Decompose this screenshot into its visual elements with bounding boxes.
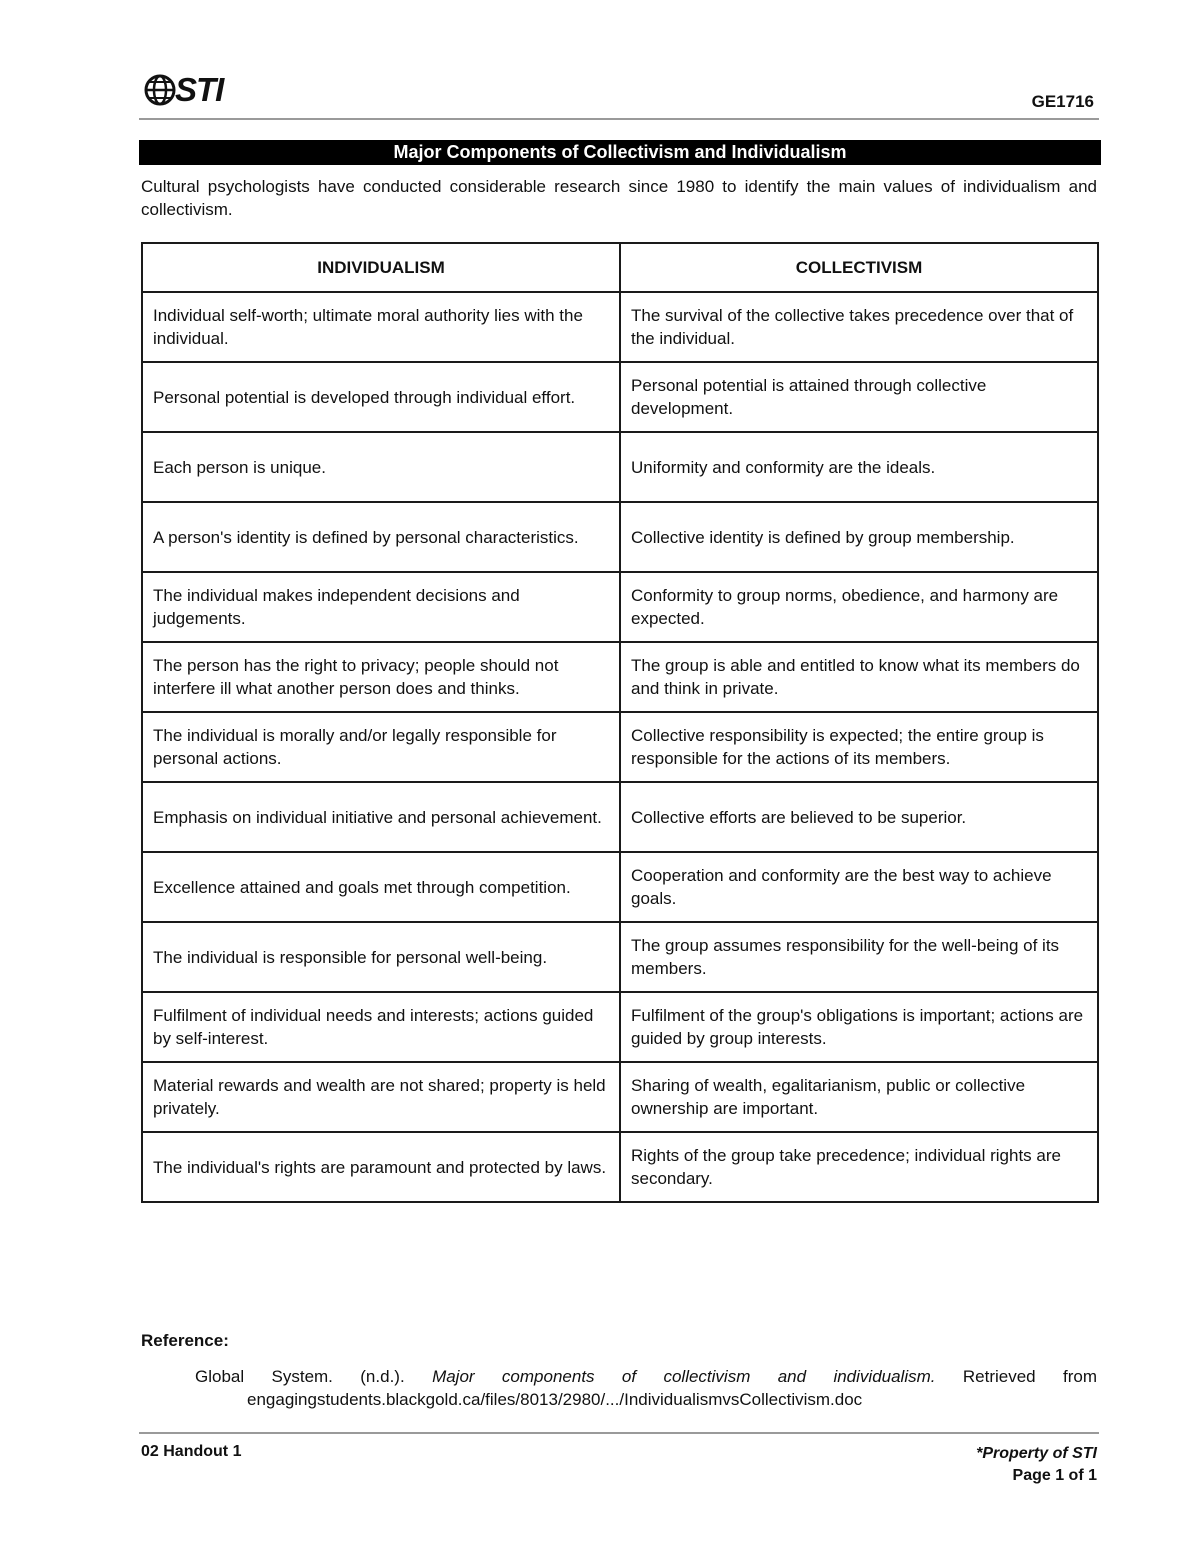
reference-title: Major components of collectivism and individualism. bbox=[432, 1367, 936, 1386]
individualism-cell: Personal potential is developed through individual effort. bbox=[142, 362, 620, 432]
logo-text: STI bbox=[175, 71, 224, 108]
collectivism-cell: Collective efforts are believed to be superior. bbox=[620, 782, 1098, 852]
individualism-cell: The individual is responsible for personal well-being. bbox=[142, 922, 620, 992]
property-label: *Property of STI bbox=[976, 1445, 1097, 1462]
sti-logo bbox=[143, 72, 223, 108]
individualism-cell: The person has the right to privacy; people should not interfere ill what another person does and thinks. bbox=[142, 642, 620, 712]
table-row bbox=[142, 292, 1098, 362]
collectivism-cell: Fulfilment of the group's obligations is important; actions are guided by group interests. bbox=[620, 992, 1098, 1062]
table-row bbox=[142, 502, 1098, 572]
footer-rule bbox=[139, 1432, 1099, 1434]
header-collectivism: COLLECTIVISM bbox=[620, 243, 1098, 292]
individualism-cell: Individual self-worth; ultimate moral authority lies with the individual. bbox=[142, 292, 620, 362]
reference-retrieved: Retrieved from bbox=[962, 1367, 1097, 1386]
table-row bbox=[142, 1132, 1098, 1202]
collectivism-cell: Personal potential is attained through collective development. bbox=[620, 362, 1098, 432]
collectivism-cell: The group is able and entitled to know what its members do and think in private. bbox=[620, 642, 1098, 712]
intro-paragraph: Cultural psychologists have conducted considerable research since 1980 to identify the main values of individualism and collectivism. bbox=[141, 177, 1097, 219]
header-rule bbox=[139, 118, 1099, 120]
page-title: Major Components of Collectivism and Individualism bbox=[139, 140, 1101, 165]
table-row bbox=[142, 712, 1098, 782]
table-body bbox=[142, 292, 1098, 1202]
collectivism-cell: Rights of the group take precedence; individual rights are secondary. bbox=[620, 1132, 1098, 1202]
globe-icon bbox=[143, 73, 177, 107]
individualism-cell: Emphasis on individual initiative and personal achievement. bbox=[142, 782, 620, 852]
table-row bbox=[142, 432, 1098, 502]
collectivism-cell: Sharing of wealth, egalitarianism, public or collective ownership are important. bbox=[620, 1062, 1098, 1132]
table-row bbox=[142, 992, 1098, 1062]
table-header-row bbox=[142, 243, 1098, 292]
table-row bbox=[142, 922, 1098, 992]
table-row bbox=[142, 642, 1098, 712]
collectivism-cell: Collective identity is defined by group membership. bbox=[620, 502, 1098, 572]
individualism-cell: The individual is morally and/or legally responsible for personal actions. bbox=[142, 712, 620, 782]
individualism-cell: A person's identity is defined by personal characteristics. bbox=[142, 502, 620, 572]
individualism-cell: Each person is unique. bbox=[142, 432, 620, 502]
table-row bbox=[142, 572, 1098, 642]
individualism-cell: Material rewards and wealth are not shared; property is held privately. bbox=[142, 1062, 620, 1132]
document-code: GE1716 bbox=[1031, 92, 1094, 111]
reference-author: Global System. (n.d.). bbox=[195, 1367, 405, 1386]
reference-entry bbox=[195, 1365, 1097, 1411]
table-row bbox=[142, 782, 1098, 852]
page-number: Page 1 of 1 bbox=[1012, 1467, 1097, 1484]
individualism-cell: The individual's rights are paramount and protected by laws. bbox=[142, 1132, 620, 1202]
individualism-cell: Fulfilment of individual needs and interests; actions guided by self-interest. bbox=[142, 992, 620, 1062]
header-individualism: INDIVIDUALISM bbox=[142, 243, 620, 292]
reference-heading: Reference: bbox=[141, 1331, 229, 1350]
collectivism-cell: Collective responsibility is expected; the entire group is responsible for the actions of its members. bbox=[620, 712, 1098, 782]
individualism-cell: Excellence attained and goals met through competition. bbox=[142, 852, 620, 922]
table-row bbox=[142, 362, 1098, 432]
collectivism-cell: The survival of the collective takes precedence over that of the individual. bbox=[620, 292, 1098, 362]
individualism-cell: The individual makes independent decisions and judgements. bbox=[142, 572, 620, 642]
table-row bbox=[142, 1062, 1098, 1132]
table-row bbox=[142, 852, 1098, 922]
reference-url: engagingstudents.blackgold.ca/files/8013/2980/.../IndividualismvsCollectivism.doc bbox=[247, 1390, 863, 1409]
collectivism-cell: Conformity to group norms, obedience, and harmony are expected. bbox=[620, 572, 1098, 642]
collectivism-cell: Cooperation and conformity are the best way to achieve goals. bbox=[620, 852, 1098, 922]
handout-label: 02 Handout 1 bbox=[141, 1443, 242, 1460]
collectivism-cell: The group assumes responsibility for the well-being of its members. bbox=[620, 922, 1098, 992]
collectivism-cell: Uniformity and conformity are the ideals. bbox=[620, 432, 1098, 502]
footer-right bbox=[976, 1443, 1097, 1487]
comparison-table bbox=[141, 242, 1099, 1203]
